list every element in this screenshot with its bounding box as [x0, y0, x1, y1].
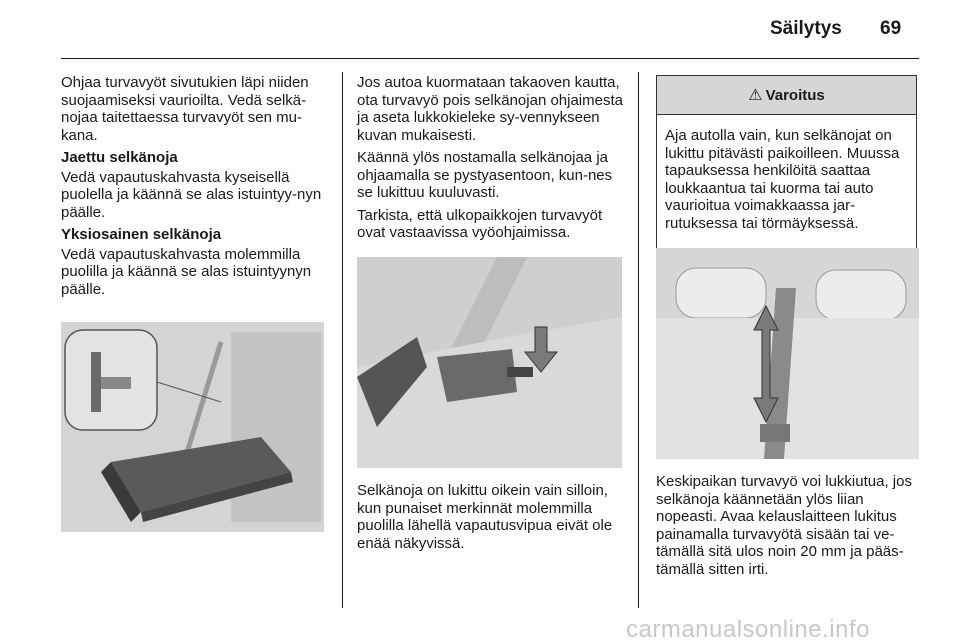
headrest-belt-illustration: [656, 248, 919, 459]
column-2-lower: [357, 482, 627, 557]
folded-seat-illustration: [61, 322, 324, 532]
paragraph: Vedä vapautuskahvasta kyseisellä puolella ja käännä se alas istuintyy-nyn päälle.: [61, 168, 322, 221]
warning-text: Aja autolla vain, kun selkänojat on lukittu pitävästi paikoilleen. Muussa tapauksessa henkilöitä saattaa loukkaantua tai kuorma tai auto vaurioitua voimakkaassa jar-rutuksessa tai törmäyksessä.: [665, 127, 900, 232]
section-heading: Jaettu selkänoja: [61, 149, 178, 166]
warning-box: [656, 75, 917, 264]
warning-header: [657, 76, 916, 115]
column-1: [61, 74, 327, 303]
column-3-lower: [656, 473, 922, 583]
paragraph: Käännä ylös nostamalla selkänojaa ja ohjaamalla se pystyasentoon, kun-nes se lukittuu kuuluvasti.: [357, 149, 613, 201]
paragraph: Selkänoja on lukittu oikein vain silloin, kun punaiset merkinnät molemmilla puolilla lähellä vapautusvipua eivät ole enää näkyvissä.: [357, 482, 613, 552]
page-header-title: Säilytys: [770, 18, 842, 39]
page-number: 69: [880, 18, 902, 39]
paragraph: Tarkista, että ulkopaikkojen turvavyöt ovat vastaavissa vyöohjaimissa.: [357, 206, 603, 241]
column-divider: [638, 72, 639, 608]
header-divider: [61, 58, 919, 59]
warning-triangle-icon: ⚠: [748, 87, 763, 104]
watermark: carmanualsonline.info: [626, 616, 870, 643]
paragraph: Jos autoa kuormataan takaoven kautta, ota turvavyö pois selkänojan ohjaimesta ja aseta lukkokieleke sy-vennykseen kuvan mukaisesti.: [357, 74, 623, 144]
paragraph: Vedä vapautuskahvasta molemmilla puolilla ja käännä se alas istuintyynyn päälle.: [61, 245, 312, 298]
warning-title: Varoitus: [765, 86, 825, 104]
section-heading: Yksiosainen selkänoja: [61, 226, 222, 243]
column-2: [357, 74, 627, 247]
paragraph: Ohjaa turvavyöt sivutukien läpi niiden suojaamiseksi vaurioilta. Vedä selkä-nojaa taitettaessa turvavyöt sen mu-kana.: [61, 74, 309, 144]
column-divider: [342, 72, 343, 608]
belt-buckle-illustration: [357, 257, 622, 468]
paragraph: Keskipaikan turvavyö voi lukkiutua, jos selkänoja käännetään ylös liian nopeasti. Avaa kelauslaitteen lukitus painamalla turvavyötä sisään tai ve-tämällä sitä ulos noin 20 mm ja pääs-tämällä sitten irti.: [656, 473, 912, 578]
